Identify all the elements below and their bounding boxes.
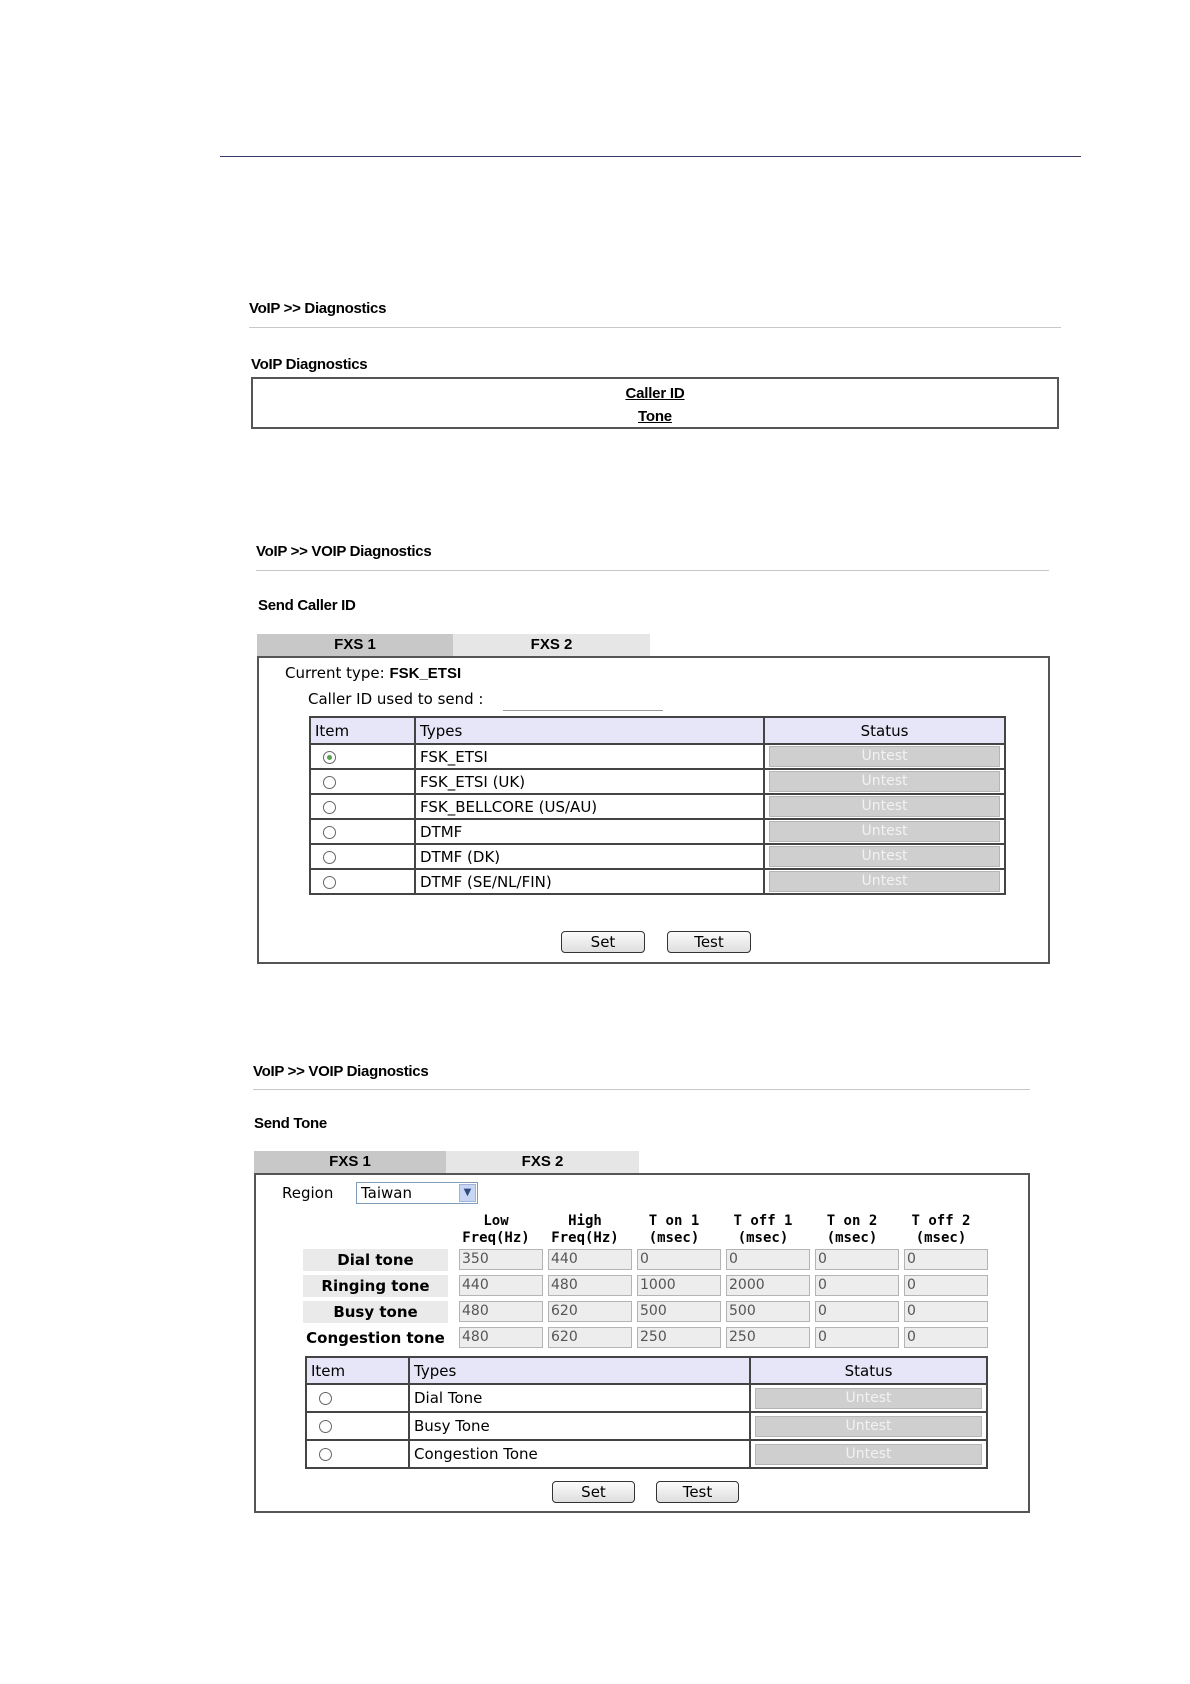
tab-fxs-2[interactable]: FXS 2 (446, 1151, 639, 1173)
radio-congestion-tone[interactable] (319, 1448, 332, 1461)
ringing-tone-low-freq[interactable]: 440 (459, 1275, 543, 1296)
dial-tone-high-freq[interactable]: 440 (548, 1249, 632, 1270)
table-row (310, 819, 1005, 844)
table-row (310, 869, 1005, 894)
radio-dtmf-dk[interactable] (323, 851, 336, 864)
current-type-value: FSK_ETSI (389, 665, 462, 682)
type-cell: FSK_ETSI (415, 744, 764, 769)
caller-id-panel (257, 656, 1050, 964)
chevron-down-icon: ▼ (459, 1184, 476, 1202)
status-badge: Untest (769, 846, 1000, 867)
ringing-tone-label: Ringing tone (303, 1275, 448, 1297)
col-high-freq-header: High Freq(Hz) (551, 1213, 619, 1246)
col-t-on-1-header: T on 1 (msec) (648, 1213, 700, 1246)
col-t-off-1-header: T off 1 (msec) (733, 1213, 793, 1246)
dial-tone-t-on-2[interactable]: 0 (815, 1249, 899, 1270)
dial-tone-t-off-2[interactable]: 0 (904, 1249, 988, 1270)
test-button[interactable]: Test (656, 1481, 739, 1503)
type-cell: DTMF (415, 819, 764, 844)
tone-types-table (305, 1356, 988, 1469)
ringing-tone-t-off-2[interactable]: 0 (904, 1275, 988, 1296)
status-badge: Untest (769, 871, 1000, 892)
radio-dtmf-se-nl-fin[interactable] (323, 876, 336, 889)
breadcrumb-diagnostics: VoIP >> Diagnostics (249, 300, 387, 317)
status-badge: Untest (769, 796, 1000, 817)
types-header: Types (409, 1357, 750, 1384)
current-type-row (285, 664, 461, 682)
table-row (310, 794, 1005, 819)
tab-fxs-1[interactable]: FXS 1 (257, 634, 453, 656)
table-row (306, 1412, 987, 1440)
tone-link[interactable]: Tone (638, 408, 672, 425)
breadcrumb-voip-diagnostics: VoIP >> VOIP Diagnostics (253, 1063, 429, 1080)
region-label: Region (282, 1184, 334, 1202)
status-badge: Untest (769, 771, 1000, 792)
status-badge: Untest (755, 1416, 982, 1437)
col-t-off-2-header: T off 2 (msec) (911, 1213, 971, 1246)
busy-tone-t-on-2[interactable]: 0 (815, 1301, 899, 1322)
congestion-tone-low-freq[interactable]: 480 (459, 1327, 543, 1348)
send-caller-id-title: Send Caller ID (258, 597, 356, 614)
voip-diagnostics-title: VoIP Diagnostics (251, 356, 368, 373)
congestion-tone-t-on-2[interactable]: 0 (815, 1327, 899, 1348)
congestion-tone-t-off-1[interactable]: 250 (726, 1327, 810, 1348)
radio-dtmf[interactable] (323, 826, 336, 839)
divider (256, 570, 1049, 571)
caller-id-types-table (309, 716, 1006, 895)
divider (253, 1089, 1030, 1090)
radio-fsk-etsi[interactable] (323, 751, 336, 764)
busy-tone-low-freq[interactable]: 480 (459, 1301, 543, 1322)
caller-id-label: Caller ID used to send : (308, 690, 484, 708)
radio-dial-tone[interactable] (319, 1392, 332, 1405)
type-cell: Dial Tone (409, 1384, 750, 1412)
caller-id-link[interactable]: Caller ID (625, 385, 685, 402)
ringing-tone-t-off-1[interactable]: 2000 (726, 1275, 810, 1296)
busy-tone-t-off-1[interactable]: 500 (726, 1301, 810, 1322)
types-header: Types (415, 717, 764, 744)
ringing-tone-t-on-2[interactable]: 0 (815, 1275, 899, 1296)
status-badge: Untest (755, 1444, 982, 1465)
type-cell: Busy Tone (409, 1412, 750, 1440)
congestion-tone-high-freq[interactable]: 620 (548, 1327, 632, 1348)
status-header: Status (764, 717, 1005, 744)
item-header: Item (306, 1357, 409, 1384)
status-badge: Untest (755, 1388, 982, 1409)
region-select[interactable] (356, 1182, 478, 1204)
dial-tone-label: Dial tone (303, 1249, 448, 1271)
busy-tone-t-on-1[interactable]: 500 (637, 1301, 721, 1322)
status-badge: Untest (769, 821, 1000, 842)
type-cell: FSK_BELLCORE (US/AU) (415, 794, 764, 819)
set-button[interactable]: Set (561, 931, 645, 953)
caller-id-input[interactable] (503, 690, 663, 711)
current-type-label: Current type: (285, 664, 385, 682)
test-button[interactable]: Test (667, 931, 751, 953)
congestion-tone-t-on-1[interactable]: 250 (637, 1327, 721, 1348)
tab-fxs-1[interactable]: FXS 1 (254, 1151, 446, 1173)
table-row (306, 1384, 987, 1412)
region-select-value: Taiwan (361, 1184, 413, 1202)
table-row (306, 1440, 987, 1468)
dial-tone-t-on-1[interactable]: 0 (637, 1249, 721, 1270)
item-header: Item (310, 717, 415, 744)
radio-busy-tone[interactable] (319, 1420, 332, 1433)
ringing-tone-t-on-1[interactable]: 1000 (637, 1275, 721, 1296)
col-t-on-2-header: T on 2 (msec) (826, 1213, 878, 1246)
page-header-rule (220, 156, 1081, 157)
busy-tone-t-off-2[interactable]: 0 (904, 1301, 988, 1322)
busy-tone-label: Busy tone (303, 1301, 448, 1323)
set-button[interactable]: Set (552, 1481, 635, 1503)
congestion-tone-label: Congestion tone (306, 1329, 445, 1347)
tone-panel (254, 1173, 1030, 1513)
type-cell: FSK_ETSI (UK) (415, 769, 764, 794)
status-badge: Untest (769, 746, 1000, 767)
send-tone-title: Send Tone (254, 1115, 327, 1132)
status-header: Status (750, 1357, 987, 1384)
table-row (310, 844, 1005, 869)
busy-tone-high-freq[interactable]: 620 (548, 1301, 632, 1322)
table-row (310, 769, 1005, 794)
radio-fsk-bellcore[interactable] (323, 801, 336, 814)
type-cell: Congestion Tone (409, 1440, 750, 1468)
divider (249, 327, 1061, 328)
dial-tone-t-off-1[interactable]: 0 (726, 1249, 810, 1270)
type-cell: DTMF (SE/NL/FIN) (415, 869, 764, 894)
tab-fxs-2[interactable]: FXS 2 (453, 634, 650, 656)
congestion-tone-t-off-2[interactable]: 0 (904, 1327, 988, 1348)
ringing-tone-high-freq[interactable]: 480 (548, 1275, 632, 1296)
dial-tone-low-freq[interactable]: 350 (459, 1249, 543, 1270)
table-row (310, 744, 1005, 769)
diagnostics-links-box (251, 377, 1059, 429)
breadcrumb-voip-diagnostics: VoIP >> VOIP Diagnostics (256, 543, 432, 560)
type-cell: DTMF (DK) (415, 844, 764, 869)
col-low-freq-header: Low Freq(Hz) (462, 1213, 530, 1246)
radio-fsk-etsi-uk[interactable] (323, 776, 336, 789)
